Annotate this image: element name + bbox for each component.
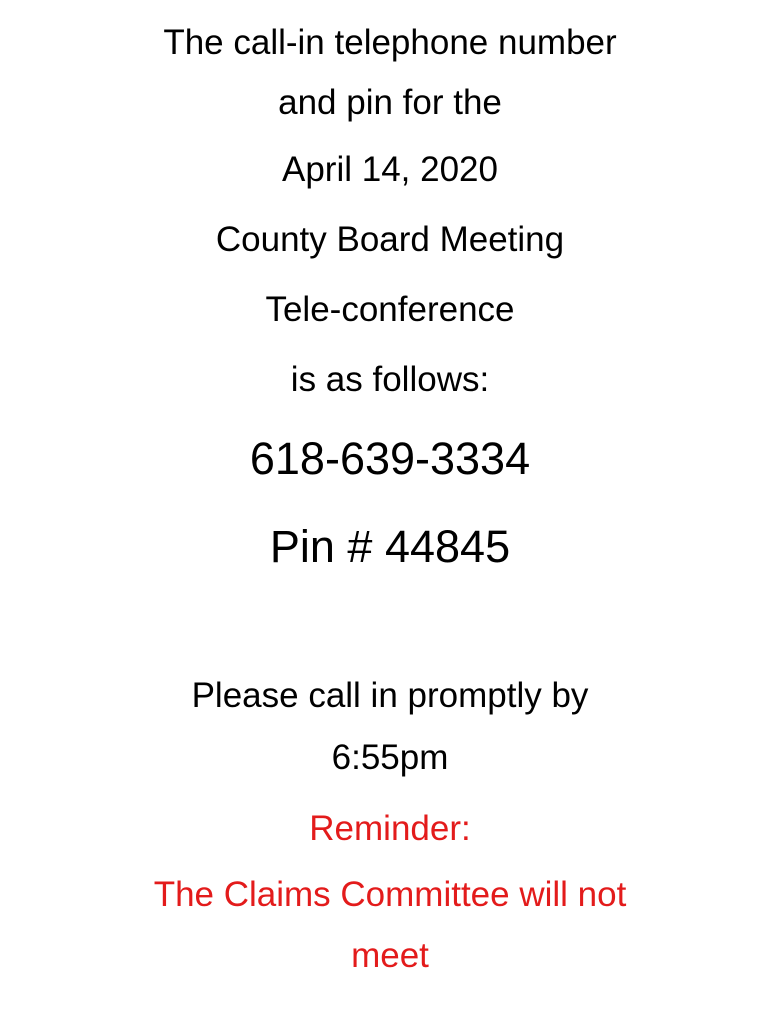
meeting-type: Tele-conference (265, 290, 515, 329)
call-time: 6:55pm (331, 738, 449, 777)
reminder-line-2: meet (351, 936, 429, 975)
meeting-name: County Board Meeting (215, 220, 565, 259)
intro-line-1: The call-in telephone number (163, 23, 617, 62)
intro-line-2: and pin for the (278, 83, 502, 122)
call-instruction: Please call in promptly by (191, 676, 589, 715)
meeting-date: April 14, 2020 (282, 150, 498, 189)
reminder-line-1: The Claims Committee will not (153, 875, 627, 914)
intro-line-follows: is as follows: (290, 360, 490, 399)
pin-number: Pin # 44845 (269, 521, 511, 572)
reminder-label: Reminder: (309, 809, 471, 848)
phone-number: 618-639-3334 (249, 433, 531, 484)
